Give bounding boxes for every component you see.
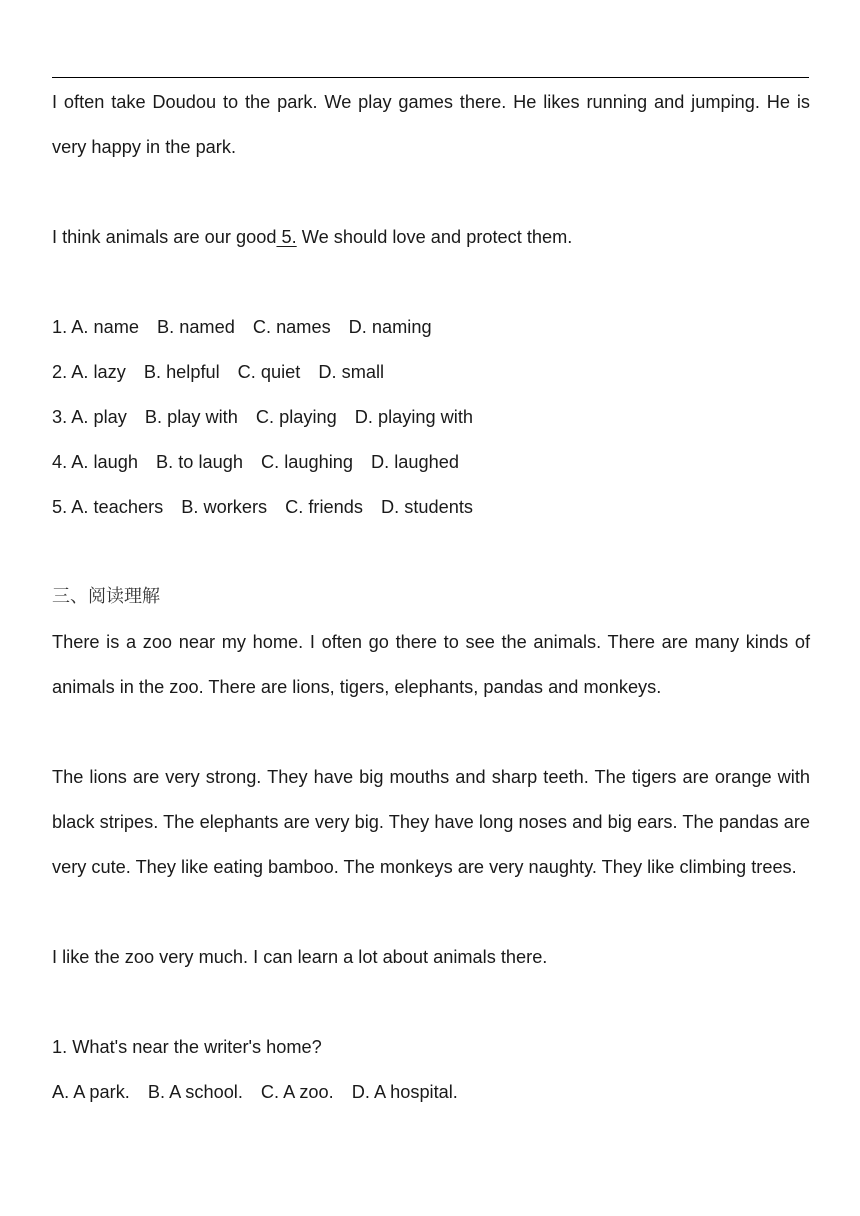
passage-line-1: I often take Doudou to the park. We play games there. He likes running and jumping. He is [52,92,810,112]
passage-text: We should love and protect them. [296,227,573,247]
question-number: 2. [52,362,68,382]
option-a: A. lazy [71,362,126,382]
option-d: D. A hospital. [351,1082,458,1102]
question-number: 1. [52,317,68,337]
option-b: B. play with [144,407,238,427]
question-options [52,362,126,382]
reading-p2-line-2: black stripes. The elephants are very big. They have long noses and big ears. The pandas are [52,812,810,832]
option-c: C. A zoo. [260,1082,334,1102]
option-c: C. playing [255,407,337,427]
section-title-reading: 三、阅读理解 [52,586,160,607]
reading-p2-line-1: The lions are very strong. They have big mouths and sharp teeth. The tigers are orange with [52,767,810,787]
reading-p2-line-3: very cute. They like eating bamboo. The monkeys are very naughty. They like climbing trees. [52,857,797,877]
option-a: A. name [71,317,139,337]
option-d: D. students [380,497,473,517]
option-c: C. friends [285,497,363,517]
option-a: A. laugh [71,452,138,472]
reading-question-1: 1. What's near the writer's home? [52,1037,322,1057]
question-options [52,407,127,427]
cloze-question-1 [52,315,810,339]
reading-question-1-options [52,1080,810,1104]
option-a: A. teachers [71,497,164,517]
option-b: B. helpful [143,362,220,382]
passage-text: I think animals are our good [52,227,277,247]
cloze-question-4 [52,450,810,474]
option-a: A. play [71,407,127,427]
option-b: B. A school. [147,1082,243,1102]
option-d: D. naming [348,317,432,337]
option-a: A. A park. [52,1082,130,1102]
option-d: D. small [318,362,385,382]
reading-p1-line-1: There is a zoo near my home. I often go there to see the animals. There are many kinds of [52,632,810,652]
question-number: 5. [52,497,68,517]
blank-5: 5. [276,227,297,247]
option-c: C. quiet [237,362,301,382]
option-c: C. laughing [260,452,353,472]
option-d: D. laughed [370,452,459,472]
question-options [52,452,138,472]
question-options [52,317,139,337]
cloze-question-2 [52,360,810,384]
cloze-question-5 [52,495,810,519]
reading-p1-line-2: animals in the zoo. There are lions, tigers, elephants, pandas and monkeys. [52,677,662,697]
reading-p3-line-1: I like the zoo very much. I can learn a lot about animals there. [52,947,548,967]
option-c: C. names [252,317,331,337]
option-b: B. workers [181,497,268,517]
question-options [52,497,163,517]
passage-line-2: very happy in the park. [52,137,236,157]
question-number: 4. [52,452,68,472]
option-b: B. to laugh [155,452,243,472]
question-number: 3. [52,407,68,427]
option-d: D. playing with [354,407,474,427]
cloze-question-3 [52,405,810,429]
passage-line-3 [52,225,810,249]
option-b: B. named [156,317,235,337]
header-rule [52,77,809,78]
